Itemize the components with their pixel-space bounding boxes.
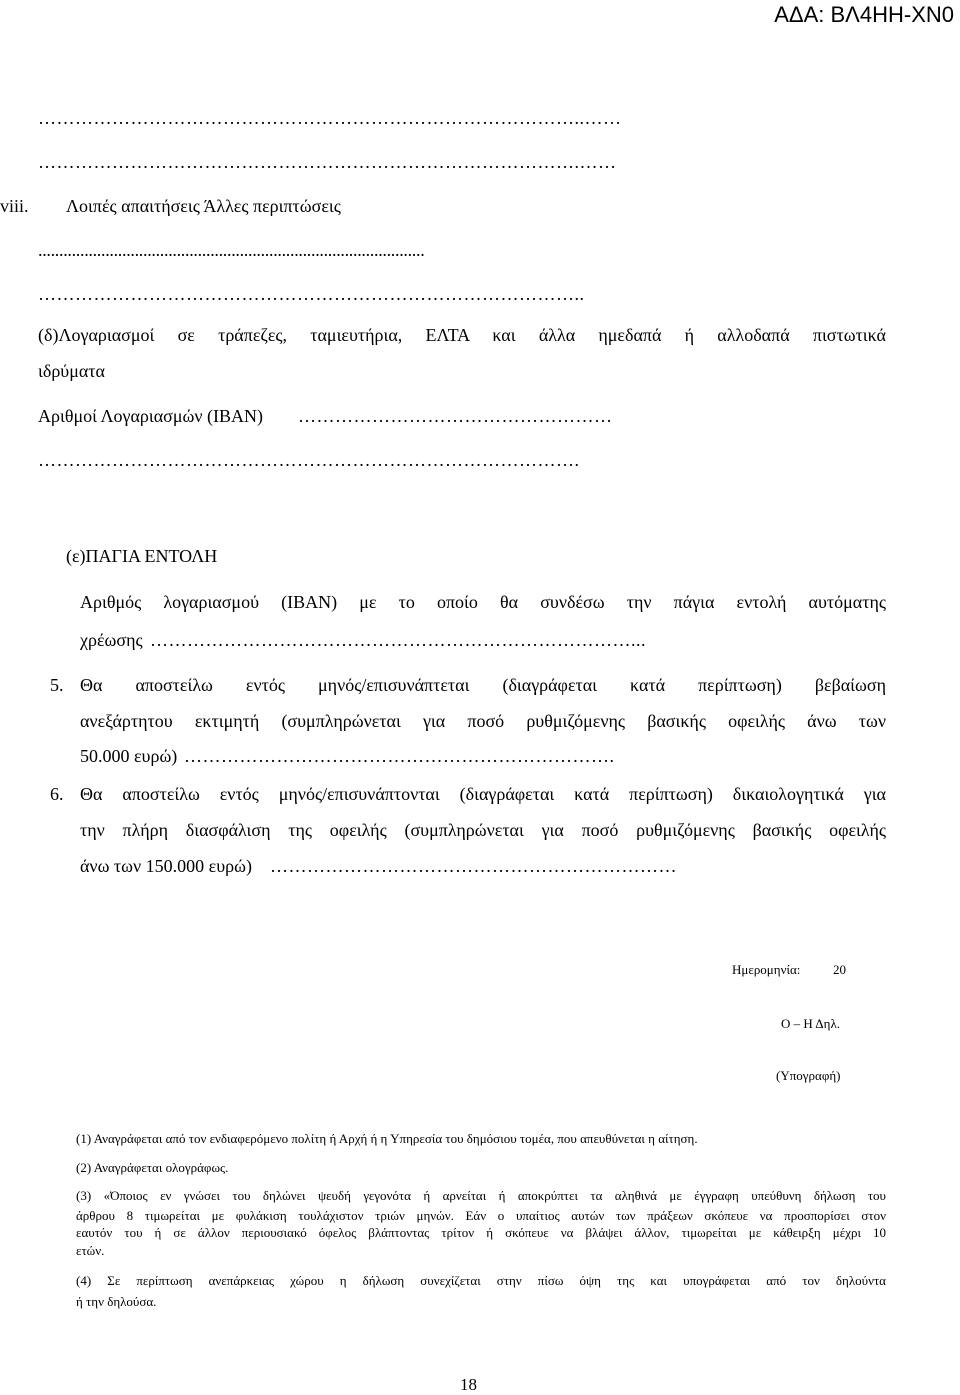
date-value: 20 (833, 962, 846, 977)
item-5-dots: ……………………………………………………………. (184, 746, 615, 766)
declarant-label: Ο – Η Δηλ. (781, 1016, 841, 1031)
item-6-dots: ………………………………………………………… (270, 856, 677, 876)
item-5-line2: ανεξάρτητου εκτιμητή (συμπληρώνεται για ποσό ρυθμιζόμενης βασικής οφειλής άνω των (80, 711, 886, 731)
item-6-number: 6. (50, 784, 64, 804)
footnote-4-line1: (4) Σε περίπτωση ανεπάρκειας χώρου η δήλωση συνεχίζεται στην πίσω όψη της και υπογράφεται από τον δηλούντα (76, 1273, 886, 1288)
footnote-1: (1) Αναγράφεται από τον ενδιαφερόμενο πολίτη ή Αρχή ή η Υπηρεσία του δημόσιου τομέα, που απευθύνεται η αίτηση. (76, 1131, 698, 1146)
item-5-line1: Θα αποστείλω εντός μηνός/επισυνάπτεται (διαγράφεται κατά περίπτωση) βεβαίωση (80, 675, 886, 695)
section-e-line1: Αριθμός λογαριασμού (ΙΒΑΝ) με το οποίο θα συνδέσω την πάγια εντολή αυτόματης (80, 592, 886, 612)
dot-line-2: …………………………………………………………………………….…… (38, 152, 617, 172)
section-e-title: (ε)ΠΑΓΙΑ ΕΝΤΟΛΗ (66, 546, 218, 566)
footnote-3-line1: (3) «Όποιος εν γνώσει του δηλώνει ψευδή γεγονότα ή αρνείται ή αποκρύπτει τα αληθινά με έγγραφη υπεύθυνη δήλωση του (76, 1188, 886, 1203)
section-e-line2: χρέωσης (80, 630, 143, 650)
section-viii-title: Λοιπές απαιτήσεις Άλλες περιπτώσεις (66, 196, 341, 216)
item-5-line3: 50.000 ευρώ) (80, 746, 178, 766)
dot-line-1: ……………………………………………………………………………..…… (38, 108, 622, 128)
item-5-number: 5. (50, 675, 64, 695)
signature-label: (Υπογραφή) (776, 1068, 841, 1083)
section-viii-number: viii. (0, 196, 29, 216)
page-number: 18 (460, 1375, 477, 1394)
footnote-3-line2: άρθρου 8 τιμωρείται με φυλάκιση τουλάχιστον τριών μηνών. Εάν ο υπαίτιος αυτών των πράξεων σκόπευε να προσπορίσει στον (76, 1208, 886, 1223)
iban-label: Αριθμοί Λογαριασμών (IBAN) (38, 406, 263, 426)
dot-line-3: ............................................................................................ (38, 240, 425, 260)
section-d-line2: ιδρύματα (38, 361, 105, 381)
ada-header: ΑΔΑ: ΒΛ4ΗΗ-ΧΝ0 (774, 2, 954, 27)
footnote-2: (2) Αναγράφεται ολογράφως. (76, 1160, 229, 1175)
iban-dots: …………………………………………… (298, 406, 613, 426)
footnote-4-line2: ή την δηλούσα. (76, 1294, 157, 1309)
chreosis-dots: ……………………………………………………………………... (150, 630, 646, 650)
footnote-3-line3: εαυτόν του ή σε άλλον περιουσιακό όφελος βλάπτοντας τρίτον ή σκόπευε να βλάψει άλλον, τιμωρείται με κάθειρξη μέχρι 10 (76, 1225, 886, 1240)
item-6-line1: Θα αποστείλω εντός μηνός/επισυνάπτονται (διαγράφεται κατά περίπτωση) δικαιολογητικά για (80, 784, 886, 804)
dot-line-4: …………………………………………………………………………….. (38, 284, 585, 304)
date-label: Ημερομηνία: (732, 962, 801, 977)
item-6-line2: την πλήρη διασφάλιση της οφειλής (συμπληρώνεται για ποσό ρυθμιζόμενης βασικής οφειλής (80, 820, 886, 840)
section-d-line1: (δ)Λογαριασμοί σε τράπεζες, ταμιευτήρια, ΕΛΤΑ και άλλα ημεδαπά ή αλλοδαπά πιστωτικά (38, 325, 886, 345)
item-6-line3: άνω των 150.000 ευρώ) (80, 856, 252, 876)
footnote-3-line4: ετών. (76, 1243, 105, 1258)
iban-dots-line2: ……………………………………………………………………………. (38, 450, 580, 470)
